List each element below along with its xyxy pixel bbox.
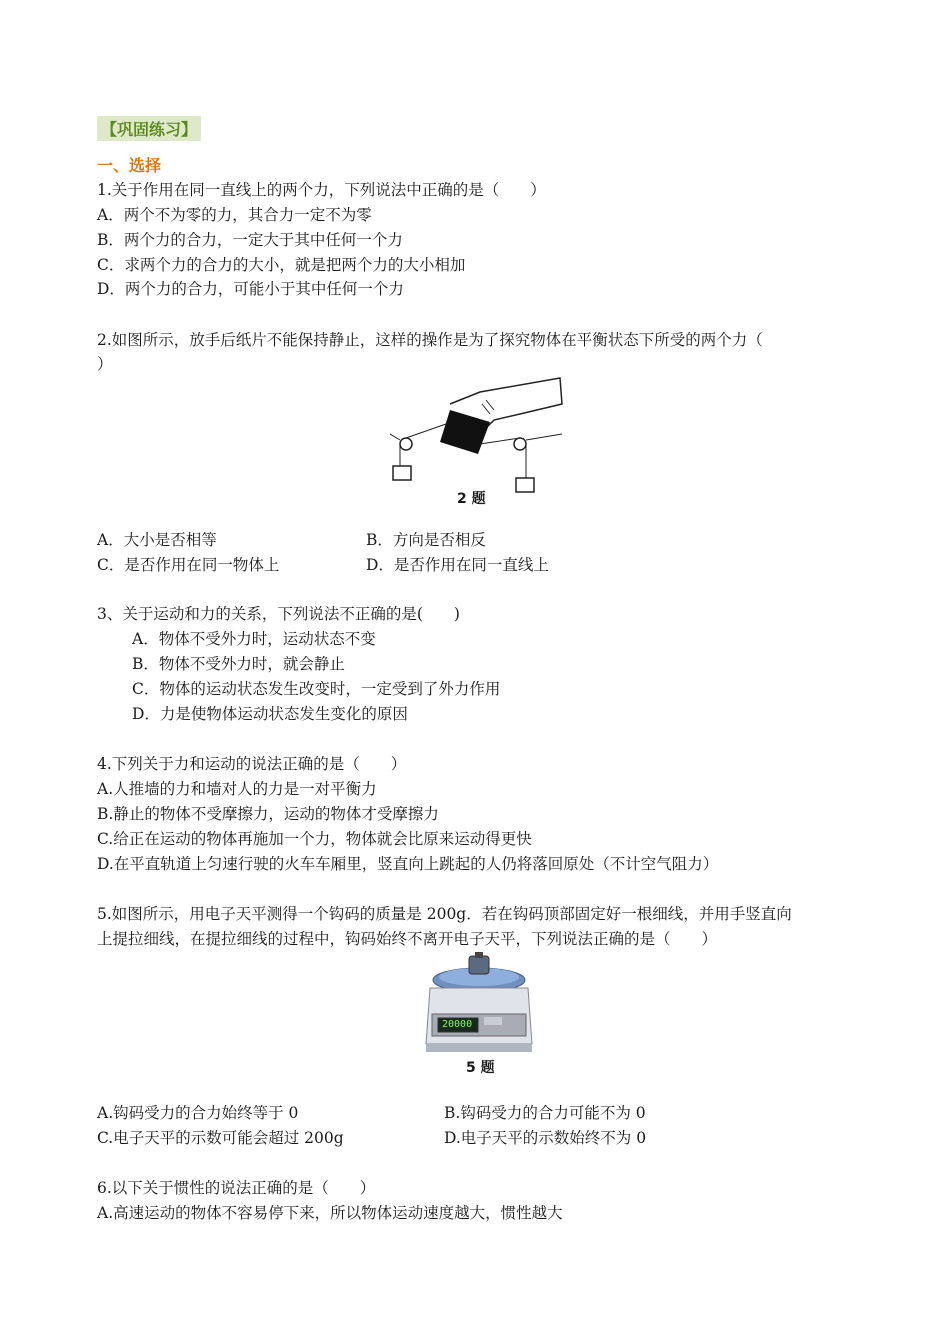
balance-figure bbox=[424, 952, 534, 1054]
q3-option-b: B．物体不受外力时，就会静止 bbox=[132, 655, 345, 673]
q2-figure-caption: 2 题 bbox=[457, 491, 486, 507]
q2-option-c: C．是否作用在同一物体上 bbox=[97, 556, 280, 574]
q3-option-c: C．物体的运动状态发生改变时，一定受到了外力作用 bbox=[132, 680, 501, 698]
q5-option-b: B.钩码受力的合力可能不为 0 bbox=[444, 1104, 646, 1122]
q5-figure-caption: 5 题 bbox=[466, 1060, 495, 1076]
q2-stem-line1: 2.如图所示，放手后纸片不能保持静止，这样的操作是为了探究物体在平衡状态下所受的两个力（ bbox=[97, 331, 763, 349]
q1-option-b: B．两个力的合力，一定大于其中任何一个力 bbox=[97, 231, 403, 249]
q2-option-b: B．方向是否相反 bbox=[366, 531, 486, 549]
pulley-figure bbox=[390, 374, 570, 494]
q3-option-a: A．物体不受外力时，运动状态不变 bbox=[132, 630, 376, 648]
q5-option-a: A.钩码受力的合力始终等于 0 bbox=[97, 1104, 299, 1122]
q2-stem-line2: ） bbox=[97, 355, 113, 373]
q1-option-d: D．两个力的合力，可能小于其中任何一个力 bbox=[97, 280, 404, 298]
q5-stem-line2: 上提拉细线，在提拉细线的过程中，钩码始终不离开电子天平，下列说法正确的是（ ） bbox=[97, 930, 718, 948]
q5-option-c: C.电子天平的示数可能会超过 200g bbox=[97, 1129, 344, 1147]
section-title: 一、选择 bbox=[97, 156, 162, 175]
q5-stem-line1: 5.如图所示，用电子天平测得一个钩码的质量是 200g．若在钩码顶部固定好一根细线，并用手竖直向 bbox=[97, 905, 792, 923]
balance-display-readout: 20000 bbox=[442, 1019, 473, 1030]
q2-option-d: D．是否作用在同一直线上 bbox=[366, 556, 549, 574]
q5-option-d: D.电子天平的示数始终不为 0 bbox=[444, 1129, 647, 1147]
q4-stem: 4.下列关于力和运动的说法正确的是（ ） bbox=[97, 755, 407, 773]
q6-option-a: A.高速运动的物体不容易停下来，所以物体运动速度越大，惯性越大 bbox=[97, 1204, 563, 1222]
q3-option-d: D．力是使物体运动状态发生变化的原因 bbox=[132, 705, 408, 723]
q6-stem: 6.以下关于惯性的说法正确的是（ ） bbox=[97, 1179, 376, 1197]
heading: 【巩固练习】 bbox=[97, 116, 201, 141]
q4-option-a: A.人推墙的力和墙对人的力是一对平衡力 bbox=[97, 780, 377, 798]
q4-option-d: D.在平直轨道上匀速行驶的火车车厢里，竖直向上跳起的人仍将落回原处（不计空气阻力） bbox=[97, 855, 719, 873]
q4-option-b: B.静止的物体不受摩擦力，运动的物体才受摩擦力 bbox=[97, 805, 439, 823]
q3-stem: 3、关于运动和力的关系，下列说法不正确的是( ) bbox=[97, 605, 460, 623]
q1-option-a: A．两个不为零的力，其合力一定不为零 bbox=[97, 206, 372, 224]
q1-option-c: C．求两个力的合力的大小，就是把两个力的大小相加 bbox=[97, 256, 466, 274]
q1-stem: 1.关于作用在同一直线上的两个力，下列说法中正确的是（ ） bbox=[97, 181, 546, 199]
q4-option-c: C.给正在运动的物体再施加一个力，物体就会比原来运动得更快 bbox=[97, 830, 532, 848]
q2-option-a: A．大小是否相等 bbox=[97, 531, 217, 549]
